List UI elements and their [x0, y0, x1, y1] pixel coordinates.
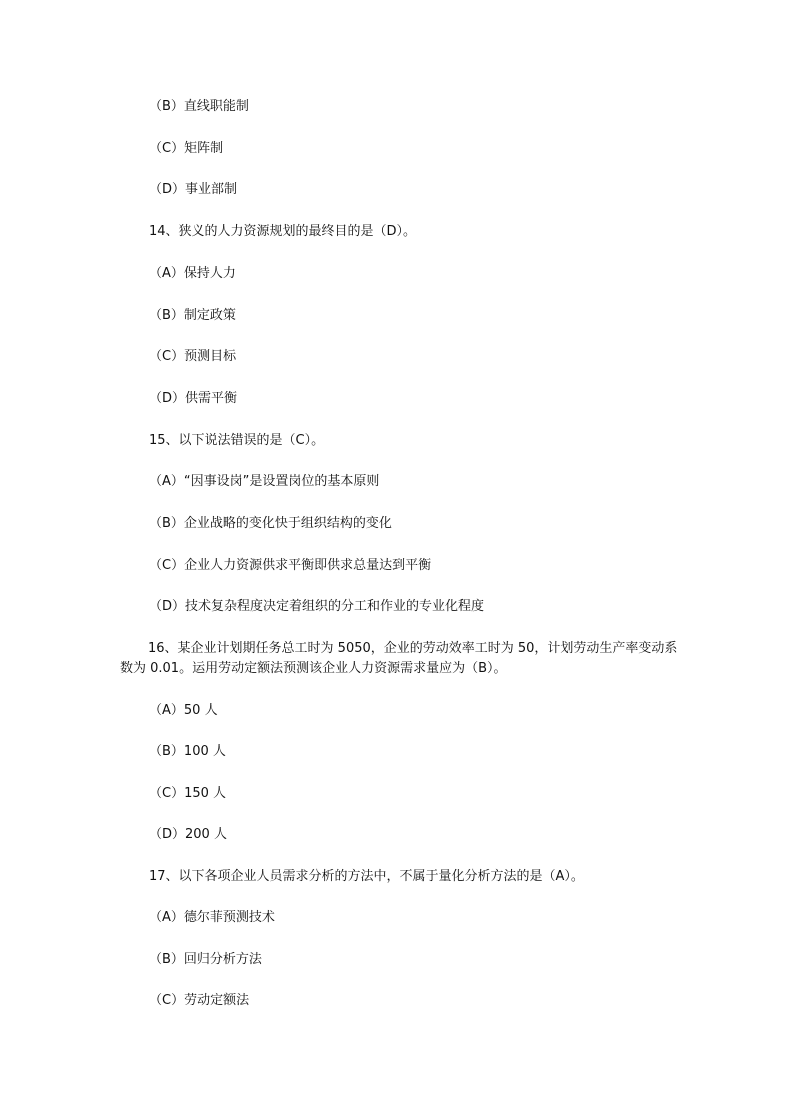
option-d-q16: （D）200 人: [149, 827, 227, 842]
option-b-q17: （B）回归分析方法: [149, 952, 262, 967]
option-b-q16: （B）100 人: [149, 744, 226, 759]
option-d-q15: （D）技术复杂程度决定着组织的分工和作业的专业化程度: [149, 599, 485, 614]
option-c-q13: （C）矩阵制: [149, 141, 224, 156]
question-16: 16、某企业计划期任务总工时为 5050，企业的劳动效率工时为 50，计划劳动生产率变动系数为 0.01。运用劳动定额法预测该企业人力资源需求量应为（B）。: [120, 641, 678, 676]
option-b-q14: （B）制定政策: [149, 308, 236, 323]
option-c-q14: （C）预测目标: [149, 349, 237, 364]
option-a-q14: （A）保持人力: [149, 266, 236, 281]
question-14: 14、狭义的人力资源规划的最终目的是（D）。: [149, 224, 417, 239]
option-a-q15: （A）“因事设岗”是设置岗位的基本原则: [149, 474, 380, 489]
option-b-q15: （B）企业战略的变化快于组织结构的变化: [149, 516, 392, 531]
question-15: 15、以下说法错误的是（C）。: [149, 433, 325, 448]
option-a-q16: （A）50 人: [149, 703, 218, 718]
option-c-q17: （C）劳动定额法: [149, 993, 250, 1008]
option-d-q13: （D）事业部制: [149, 182, 238, 197]
option-a-q17: （A）德尔菲预测技术: [149, 910, 275, 925]
option-c-q16: （C）150 人: [149, 786, 227, 801]
question-17: 17、以下各项企业人员需求分析的方法中，不属于量化分析方法的是（A）。: [149, 869, 584, 884]
option-c-q15: （C）企业人力资源供求平衡即供求总量达到平衡: [149, 558, 432, 573]
option-b-q13: （B）直线职能制: [149, 99, 249, 114]
option-d-q14: （D）供需平衡: [149, 391, 238, 406]
